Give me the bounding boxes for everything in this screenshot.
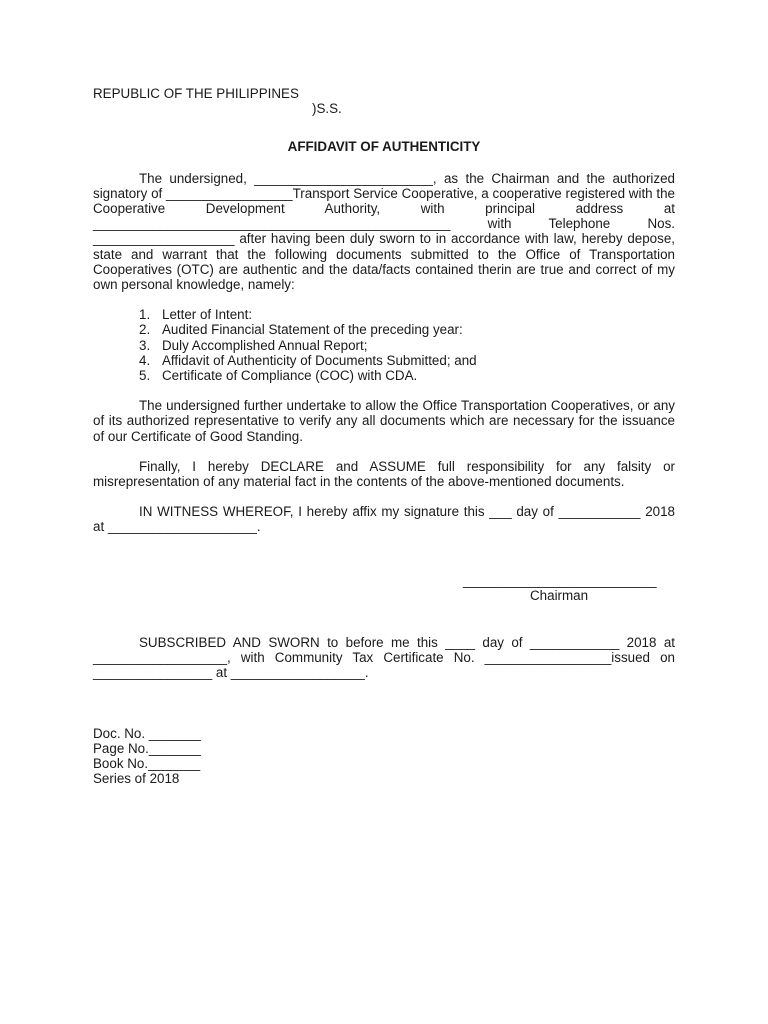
- list-number: 4.: [139, 352, 151, 368]
- list-item: [93, 368, 675, 383]
- undertake-paragraph: The undersigned further undertake to allow the Office Transportation Cooperatives, or any of its authorized representative to verify any all documents which are necessary for the issuance of our Certificate of Good Standing.: [93, 398, 675, 444]
- list-item: [93, 353, 675, 368]
- list-number: 1.: [139, 307, 151, 323]
- list-text: Certificate of Compliance (COC) with CDA.: [162, 368, 418, 384]
- list-number: 2.: [139, 322, 151, 338]
- documents-list: [93, 307, 675, 383]
- republic-header: REPUBLIC OF THE PHILIPPINES: [93, 86, 299, 101]
- list-text: Affidavit of Authenticity of Documents Submitted; and: [162, 352, 477, 368]
- list-text: Audited Financial Statement of the preceding year:: [162, 322, 463, 338]
- series-year: Series of 2018: [93, 771, 180, 787]
- declare-paragraph: Finally, I hereby DECLARE and ASSUME full responsibility for any falsity or misrepresentation of any material fact in the contents of the above-mentioned documents.: [93, 458, 675, 490]
- document-title: AFFIDAVIT OF AUTHENTICITY: [287, 139, 481, 155]
- list-text: Duly Accomplished Annual Report;: [162, 337, 368, 353]
- subscribed-paragraph: SUBSCRIBED AND SWORN to before me this ____ day of ____________ 2018 at __________________, with Community Tax Certificate No. _________________issued on ________________ at __________________.: [93, 635, 675, 681]
- list-number: 3.: [139, 337, 151, 353]
- signature-block: [93, 573, 675, 603]
- page-number: Page No._______: [93, 740, 201, 756]
- affidavit-page: [93, 86, 675, 787]
- list-text: Letter of Intent:: [162, 307, 253, 323]
- doc-number: Doc. No. _______: [93, 725, 201, 741]
- list-item: [93, 307, 675, 322]
- list-item: [93, 338, 675, 353]
- intro-paragraph: The undersigned, ________________________, as the Chairman and the authorized signatory of _________________Transport Service Cooperative, a cooperative registered with the Cooperative Development Authority, with principal address at ________________________________________________ with Telephone Nos. ___________________ after having been duly sworn to in accordance with law, hereby depose, state and warrant that the following documents submitted to the Office of Transportation Cooperatives (OTC) are authentic and the data/facts contained therin are true and correct of my own personal knowledge, namely:: [93, 170, 675, 293]
- witness-paragraph: IN WITNESS WHEREOF, I hereby affix my signature this ___ day of ___________ 2018 at ____________________.: [93, 504, 675, 535]
- signatory-role: Chairman: [530, 587, 589, 603]
- notarial-register: [93, 726, 675, 787]
- list-number: 5.: [139, 368, 151, 384]
- ss-venue-mark: )S.S.: [312, 101, 342, 117]
- signature-line: __________________________: [463, 572, 657, 588]
- list-item: [93, 322, 675, 337]
- book-number: Book No._______: [93, 756, 201, 772]
